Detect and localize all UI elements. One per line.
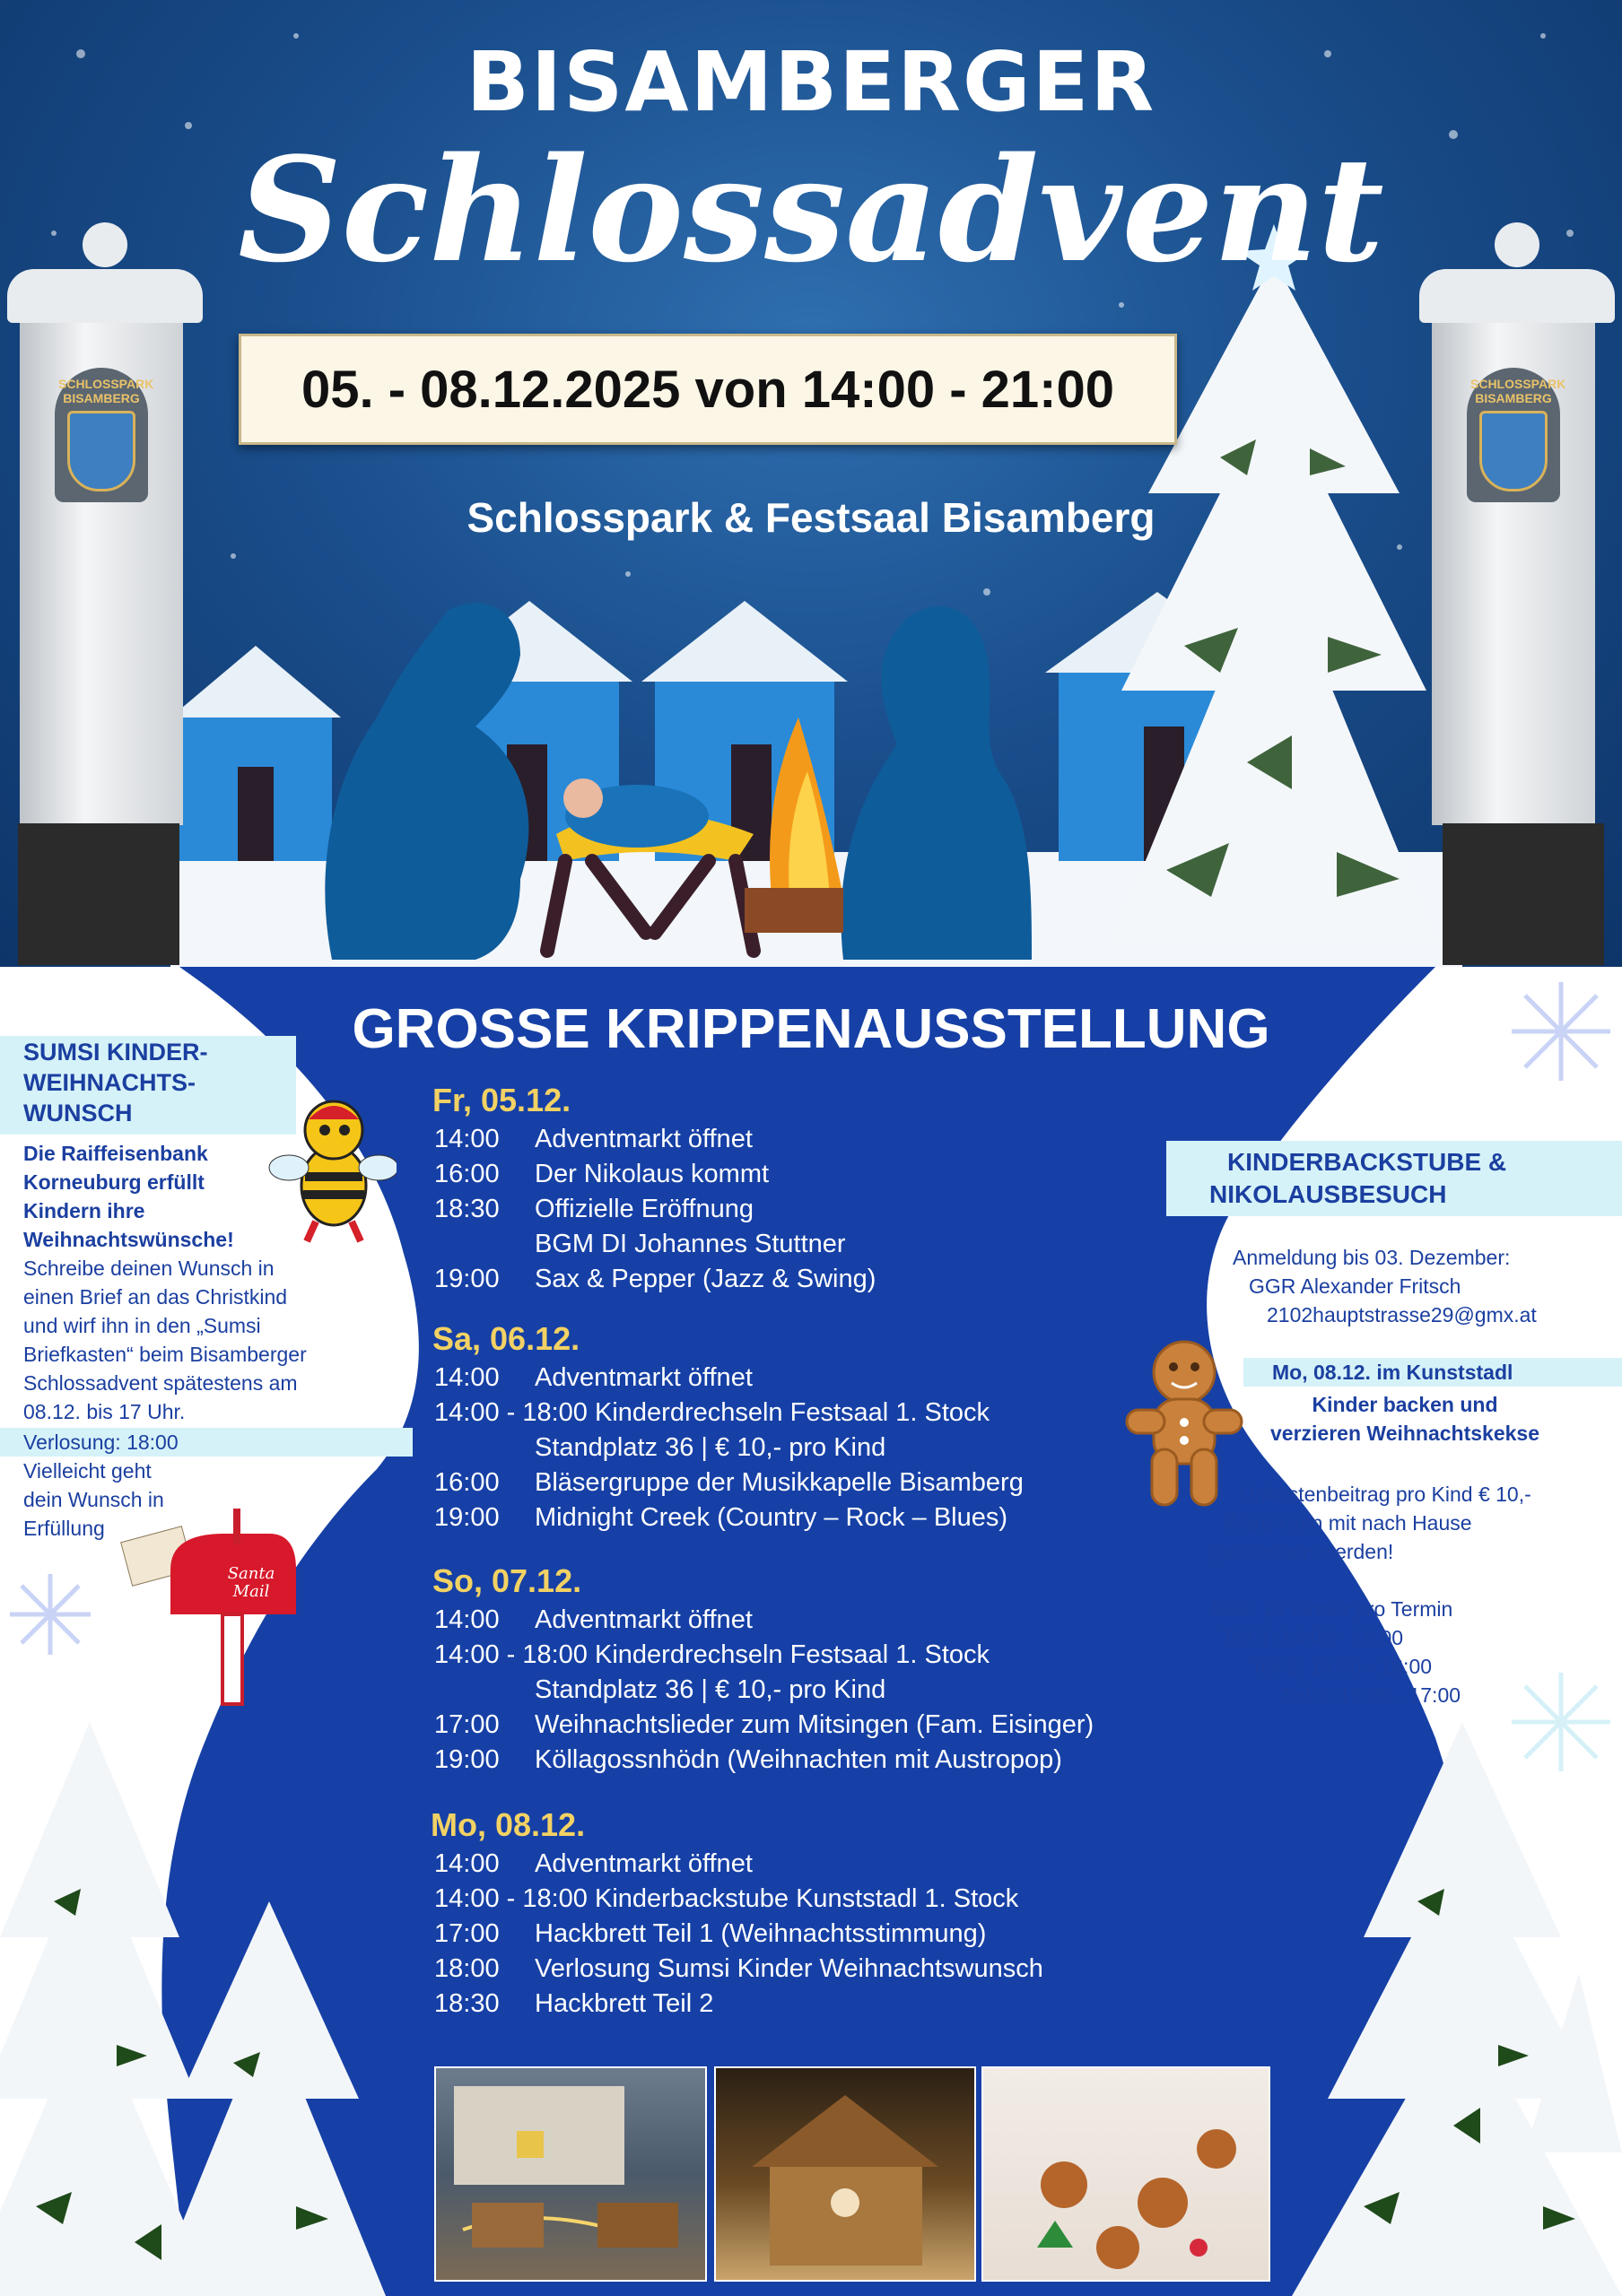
event-row: 18:00 Verlosung Sumsi Kinder Weihnachtswunsch xyxy=(434,1954,1043,1983)
kunststadl-date: Mo, 08.12. im Kunststadl xyxy=(1272,1361,1513,1384)
snowflake-icon xyxy=(5,1570,95,1659)
date-line: 05. - 08.12.2025 von 14:00 - 21:00 xyxy=(301,360,1115,419)
event-row: Standplatz 36 | € 10,- pro Kind xyxy=(535,1675,886,1704)
event-row: 14:00 Adventmarkt öffnet xyxy=(434,1363,753,1392)
left-pillar-base xyxy=(18,823,179,965)
mailbox-icon xyxy=(117,1507,314,1713)
sumsi-body: Schreibe deinen Wunsch in einen Brief an das Christkind und wirf ihn in den „Sumsi Briefkasten“ beim Bisamberger Schlossadvent spätestens am 08.12. bis 17 Uhr. xyxy=(23,1257,307,1423)
title-top: BISAMBERGER xyxy=(466,34,1156,130)
time-slots: Max. 10 Kinder pro Termin Teil 1: 14:00 - 15:00 Teil 2: 15:00 - 16:00 Teil 3: 16:00 - 17:00 xyxy=(1211,1597,1461,1707)
event-row: 18:30 Offizielle Eröffnung xyxy=(434,1195,754,1223)
nativity-scene xyxy=(296,574,1032,969)
date-box xyxy=(239,334,1177,445)
day-heading: So, 07.12. xyxy=(432,1562,582,1599)
event-row: 19:00 Köllagossnhödn (Weihnachten mit Austropop) xyxy=(434,1745,1062,1774)
snowy-trees-left xyxy=(0,1704,395,2296)
right-pillar xyxy=(1432,323,1595,825)
right-crest xyxy=(1467,368,1566,502)
right-crest-label: SCHLOSSPARK BISAMBERG xyxy=(1470,377,1566,405)
event-row: 14:00 - 18:00 Kinderdrechseln Festsaal 1. Stock xyxy=(434,1640,990,1669)
snowflake-icon xyxy=(1507,978,1615,1085)
sumsi-intro: Die Raiffeisenbank Korneuburg erfüllt Kindern ihre Weihnachtswünsche! xyxy=(23,1142,234,1251)
event-row: 18:30 Hackbrett Teil 2 xyxy=(434,1989,714,2018)
snowy-trees-right xyxy=(1274,1704,1622,2296)
event-row: 14:00 - 18:00 Kinderbackstube Kunststadl 1. Stock xyxy=(434,1884,1019,1913)
event-row: 14:00 Adventmarkt öffnet xyxy=(434,1605,753,1634)
event-row: BGM DI Johannes Stuttner xyxy=(535,1230,846,1258)
day-heading: Mo, 08.12. xyxy=(431,1806,586,1843)
day-heading: Sa, 06.12. xyxy=(432,1320,580,1357)
event-row: 17:00 Weihnachtslieder zum Mitsingen (Fam. Eisinger) xyxy=(434,1710,1094,1739)
photo-baking-cookies xyxy=(981,2066,1270,2282)
sumsi-closing: Vielleicht geht dein Wunsch in Erfüllung xyxy=(23,1459,164,1540)
event-row: 19:00 Sax & Pepper (Jazz & Swing) xyxy=(434,1265,876,1293)
sumsi-heading: SUMSI KINDER- WEIHNACHTS- WUNSCH xyxy=(23,1039,208,1126)
event-row: 14:00 - 18:00 Kinderdrechseln Festsaal 1. Stock xyxy=(434,1398,990,1427)
baking-activity: Kinder backen und verzieren Weihnachtskekse xyxy=(1270,1393,1540,1445)
bee-mascot-icon xyxy=(262,1087,397,1248)
event-row: 17:00 Hackbrett Teil 1 (Weihnachtsstimmung) xyxy=(434,1919,987,1948)
cost-info: Unkostenbeitrag pro Kind € 10,- Ware kann mit nach Hause genommen werden! xyxy=(1211,1483,1531,1563)
left-crest-shield-icon xyxy=(67,411,135,491)
event-row: 19:00 Midnight Creek (Country – Rock – Blues) xyxy=(434,1503,1008,1532)
left-crest-label: SCHLOSSPARK BISAMBERG xyxy=(58,377,154,405)
day-heading: Fr, 05.12. xyxy=(432,1082,571,1118)
kinderbackstube-heading: KINDERBACKSTUBE & NIKOLAUSBESUCH xyxy=(1209,1148,1507,1208)
event-row: 16:00 Der Nikolaus kommt xyxy=(434,1160,770,1188)
gingerbread-man-icon xyxy=(1121,1336,1247,1516)
title-script: Schlossadvent xyxy=(238,126,1384,294)
sumsi-draw-time: Verlosung: 18:00 xyxy=(23,1431,179,1454)
mailbox-label: Santa Mail xyxy=(227,1564,275,1601)
right-crest-shield-icon xyxy=(1479,411,1548,491)
event-row: Standplatz 36 | € 10,- pro Kind xyxy=(535,1433,886,1462)
right-pillar-base xyxy=(1443,823,1604,965)
venue-line: Schlosspark & Festsaal Bisamberg xyxy=(467,494,1155,541)
left-pillar xyxy=(20,323,183,825)
event-row: 14:00 Adventmarkt öffnet xyxy=(434,1125,753,1153)
event-row: 16:00 Bläsergruppe der Musikkapelle Bisamberg xyxy=(434,1468,1024,1497)
exhibition-title: GROSSE KRIPPENAUSSTELLUNG xyxy=(352,998,1270,1060)
signup-info: Anmeldung bis 03. Dezember: GGR Alexander Fritsch 2102hauptstrasse29@gmx.at xyxy=(1233,1246,1537,1326)
photo-nativity-crib xyxy=(714,2066,976,2282)
photo-sleigh-display xyxy=(434,2066,707,2282)
left-crest xyxy=(55,368,154,502)
event-row: 14:00 Adventmarkt öffnet xyxy=(434,1849,753,1878)
